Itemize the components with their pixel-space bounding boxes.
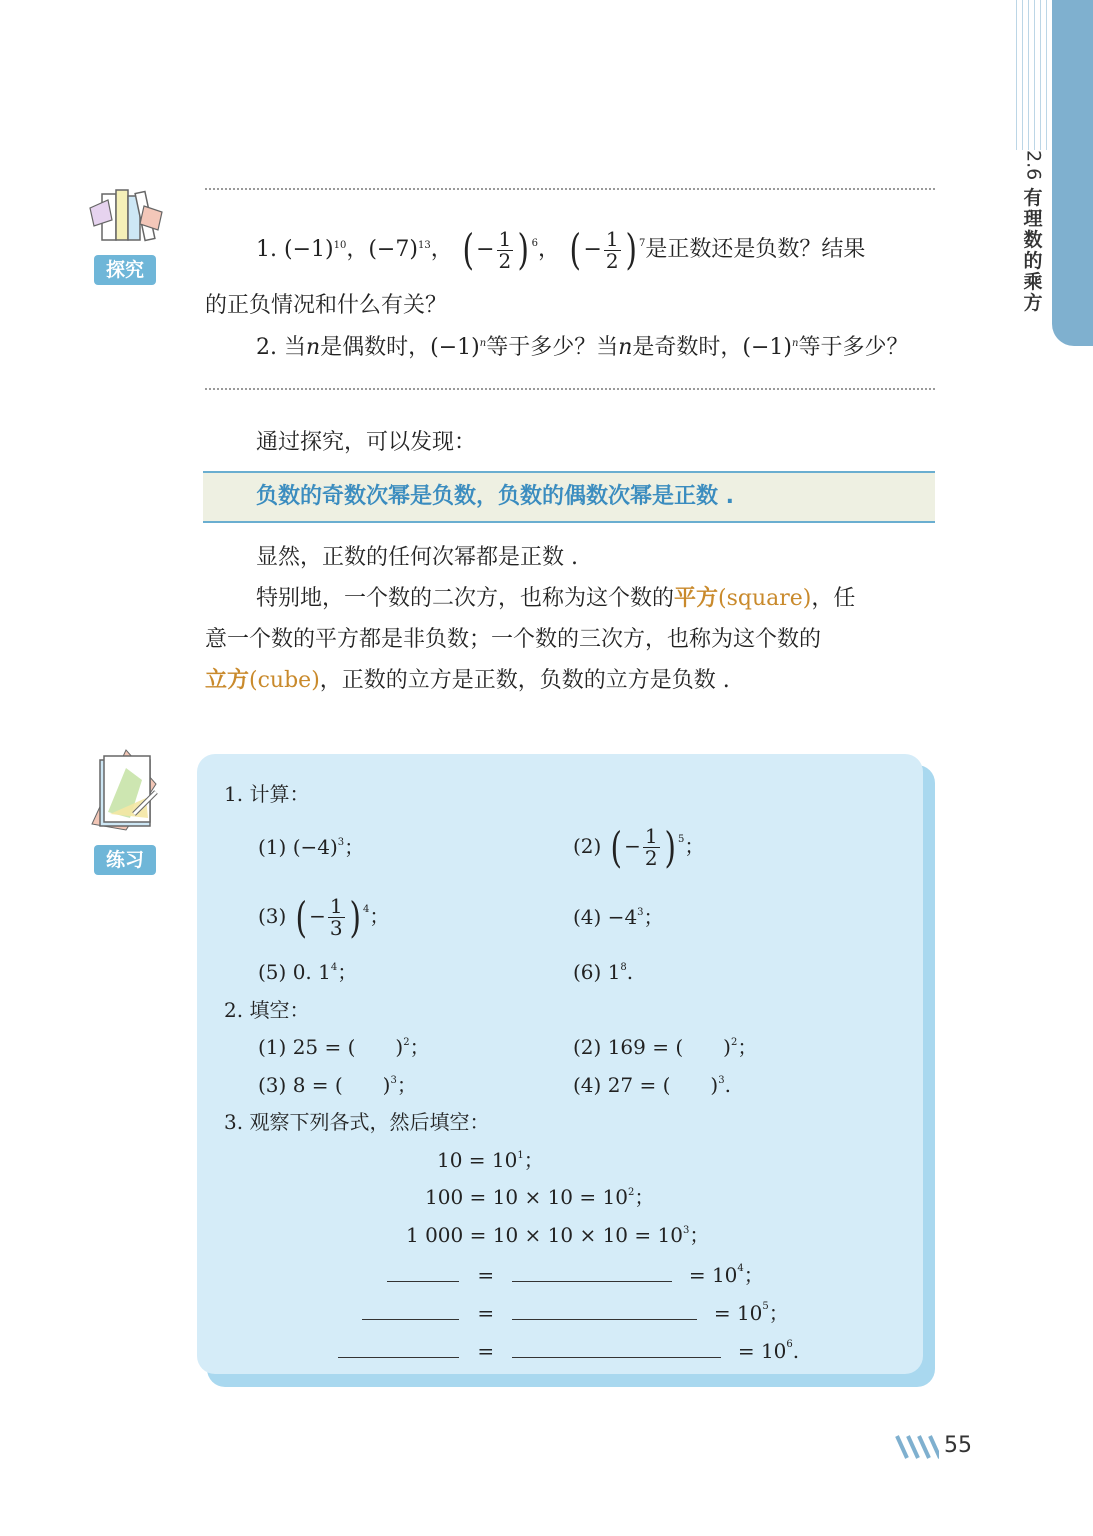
- exercise-1-item-4: $(4) -4^3$；: [573, 905, 664, 929]
- paragraph-1: 显然，正数的任何次幂都是正数 .: [256, 545, 578, 570]
- fill-blank-left[interactable]: [362, 1297, 459, 1320]
- fill-blank-left[interactable]: [338, 1335, 459, 1358]
- exercise-2-title: 2. 填空：: [224, 998, 310, 1022]
- exercise-1-item-3: (3) ( − $\frac{1}{3}$ ) $^4$；: [258, 892, 390, 942]
- discover-line: 通过探究，可以发现：: [256, 430, 477, 455]
- fill-blank-row-3: = = $10^6$.: [338, 1335, 799, 1365]
- fill-blank-right[interactable]: [512, 1259, 672, 1282]
- highlight-rule: 负数的奇数次幂是负数，负数的偶数次幂是正数 .: [256, 484, 735, 509]
- fill-blank-row-1: = = $10^4$；: [387, 1259, 764, 1289]
- exercise-2-item-4: (4) 27 = ( )$^3$.: [573, 1073, 731, 1097]
- notebook-pencil-icon: [86, 744, 166, 836]
- explore-question-2: 2. 当n是偶数时，$(-1)^n$等于多少？当n是奇数时，$(-1)^n$等于多少？: [256, 335, 909, 360]
- equation-3: 1 $000 = 10 \times 10 \times 10 = 10^3$；: [406, 1223, 710, 1247]
- fill-blank-right[interactable]: [512, 1297, 697, 1320]
- exercise-1-item-2: (2) ( − $\frac{1}{2}$ ) $^5$；: [573, 822, 705, 872]
- explore-question-1: 1. $(-1)^{10}$，$(-7)^{13}$， ( − $\frac{1}{2}$ ) $^6$， ( − $\frac{1}{2}$ ) $^7$是正数还是负数？结果: [256, 225, 866, 274]
- dotted-divider-bottom: [205, 388, 935, 390]
- page-number: 55: [944, 1433, 972, 1458]
- fill-blank-row-2: = = $10^5$；: [362, 1297, 789, 1327]
- page-slashes-icon: [895, 1434, 939, 1460]
- exercise-2-item-1: (1) 25 = ( )$^2$；: [258, 1035, 430, 1059]
- side-decoration-lines: [1014, 0, 1048, 150]
- dotted-divider-top: [205, 188, 935, 190]
- keyword-square: 平方: [674, 586, 719, 611]
- keyword-cube: 立方: [205, 668, 250, 693]
- explore-badge: 探究: [94, 255, 156, 285]
- fill-blank-right[interactable]: [512, 1335, 721, 1358]
- section-number: 2.6: [1022, 150, 1045, 181]
- exercise-2-item-2: (2) 169 = ( )$^2$；: [573, 1035, 758, 1059]
- chapter-side-tab: [1052, 0, 1093, 346]
- equation-2: $100 = 10 \times 10 = 10^2$；: [425, 1185, 655, 1209]
- explore-question-1-line2: 的正负情况和什么有关？: [205, 293, 448, 318]
- exercise-1-item-1: (1) $(-4)^3$；: [258, 835, 365, 859]
- fill-blank-left[interactable]: [387, 1259, 459, 1282]
- exercise-1-title: 1. 计算：: [224, 782, 310, 806]
- paragraph-2-line2: 意一个数的平方都是非负数；一个数的三次方，也称为这个数的: [205, 627, 822, 652]
- exercise-3-title: 3. 观察下列各式，然后填空：: [224, 1110, 490, 1134]
- exercise-1-item-5: (5) 0. $1^4$；: [258, 960, 358, 984]
- books-icon: [88, 186, 166, 244]
- practice-badge: 练习: [94, 845, 156, 875]
- paragraph-2-line1: 特别地，一个数的二次方，也称为这个数的平方(square)，任: [256, 586, 856, 611]
- exercise-2-item-3: (3) 8 = ( )$^3$；: [258, 1073, 417, 1097]
- equation-1: $10 = 10^1$；: [437, 1148, 544, 1172]
- paragraph-2-line3: 立方(cube)，正数的立方是正数，负数的立方是负数 .: [205, 668, 730, 693]
- exercise-1-item-6: (6) $1^8$.: [573, 960, 634, 984]
- section-title-vertical: 2.6 有 理 数 的 乘 方: [1022, 150, 1045, 315]
